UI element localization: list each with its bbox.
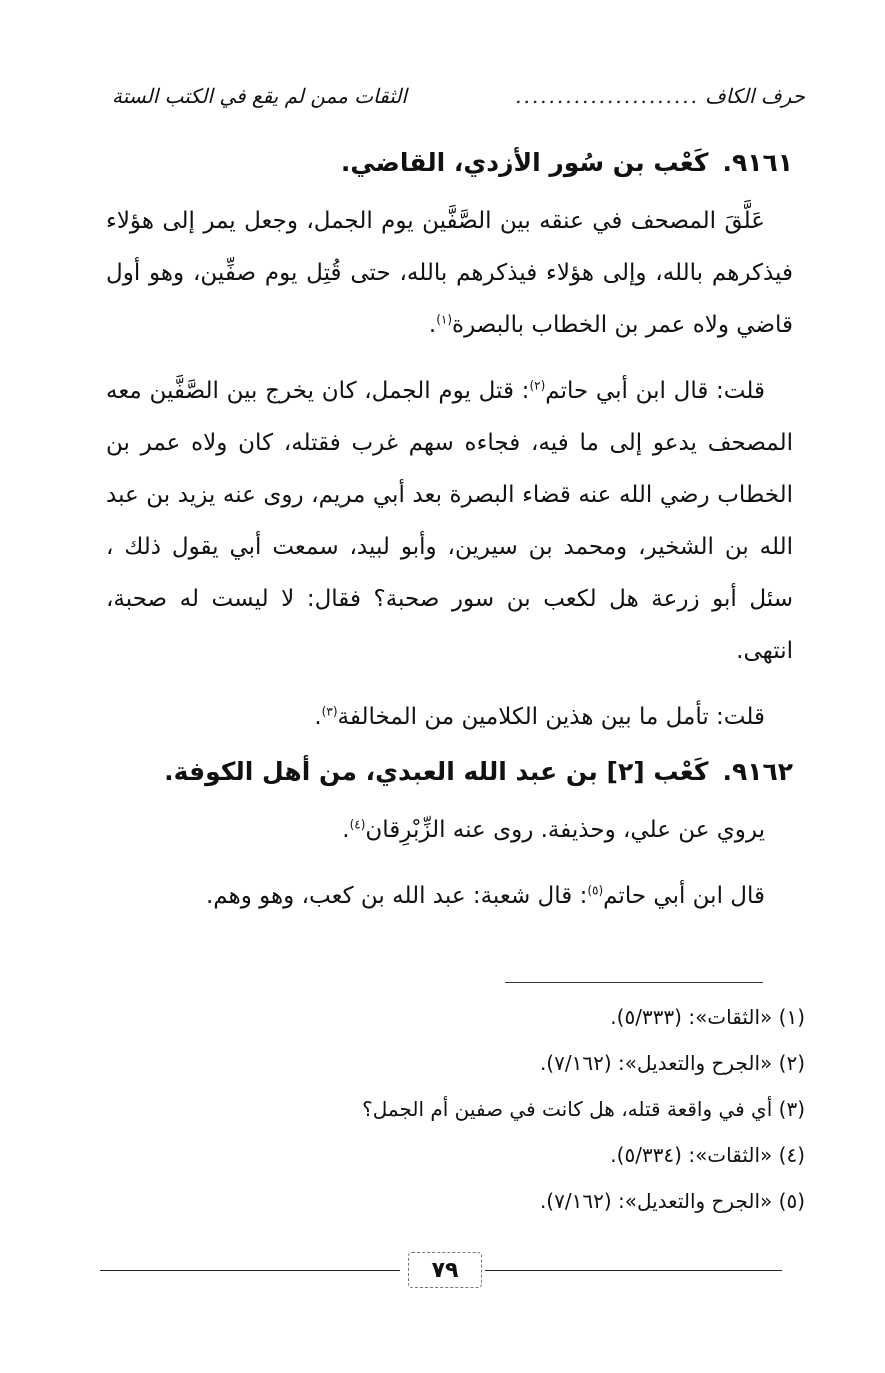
paragraph: قلت: تأمل ما بين هذين الكلامين من المخالفة$^{(٣)}$. — [314, 704, 765, 730]
footnote-ref[interactable]: (٣) — [321, 704, 338, 719]
footnotes — [106, 994, 805, 1224]
book-title: الثقات ممن لم يقع في الكتب الستة — [112, 84, 407, 108]
entry-number: ٩١٦٢. — [722, 757, 793, 786]
footnote: (٤) «الثقات»: (٥/٣٣٤). — [610, 1143, 805, 1167]
footnote: (٢) «الجرح والتعديل»: (٧/١٦٢). — [539, 1051, 805, 1075]
chapter-title: حرف الكاف — [704, 84, 805, 108]
paragraph: عَلَّقَ المصحف في عنقه بين الصَّفَّين يوم الجمل، وجعل يمر إلى هؤلاء فيذكرهم بالله، وإلى هؤلاء فيذكرهم بالله، حتى قُتِل يوم صفِّين، وهو أول قاضي ولاه عمر بن الخطاب بالبصرة$^{(١)}$. — [106, 208, 793, 338]
paragraph: يروي عن علي، وحذيفة. روى عنه الزِّبْرِقان$^{(٤)}$. — [342, 817, 765, 843]
page-footer — [100, 1250, 782, 1290]
footnote: (٣) أي في واقعة قتله، هل كانت في صفين أم الجمل؟ — [362, 1097, 805, 1121]
footer-rule-left — [100, 1270, 400, 1271]
footnote-ref[interactable]: (٢) — [529, 378, 546, 393]
page-number-ornament — [408, 1252, 482, 1288]
footnote-separator — [505, 982, 763, 983]
main-text — [106, 148, 793, 936]
footnote: (١) «الثقات»: (٥/٣٣٣). — [610, 1005, 805, 1029]
footnote-ref[interactable]: (١) — [436, 312, 453, 327]
entry-number: ٩١٦١. — [722, 148, 793, 177]
paragraph: قلت: قال ابن أبي حاتم$^{(٢)}$: قتل يوم الجمل، كان يخرج بين الصَّفَّين معه المصحف يدعو إلى ما فيه، فجاءه سهم غرب فقتله، كان ولاه عمر بن الخطاب رضي الله عنه قضاء البصرة بعد أبي مريم، روى عنه يزيد بن عبد الله بن الشخير، ومحمد بن سيرين، وأبو لبيد، سمعت أبي يقول ذلك ، سئل أبو زرعة هل لكعب بن سور صحبة؟ فقال: لا ليست له صحبة، انتهى. — [106, 378, 793, 664]
running-header — [112, 84, 805, 108]
entry-heading — [106, 757, 793, 786]
footer-rule-right — [485, 1270, 782, 1271]
entry-heading — [106, 148, 793, 177]
header-leader-dots: ...................... — [515, 84, 699, 108]
entry-name: كَعْب بن سُور الأزدي، القاضي. — [340, 148, 709, 177]
footnote-ref[interactable]: (٤) — [349, 817, 366, 832]
footnote: (٥) «الجرح والتعديل»: (٧/١٦٢). — [539, 1189, 805, 1213]
page-number: ٧٩ — [431, 1257, 459, 1283]
entry-name: كَعْب [٢] بن عبد الله العبدي، من أهل الكوفة. — [164, 757, 709, 786]
footnote-ref[interactable]: (٥) — [587, 883, 604, 898]
paragraph: قال ابن أبي حاتم$^{(٥)}$: قال شعبة: عبد الله بن كعب، وهو وهم. — [205, 883, 765, 909]
